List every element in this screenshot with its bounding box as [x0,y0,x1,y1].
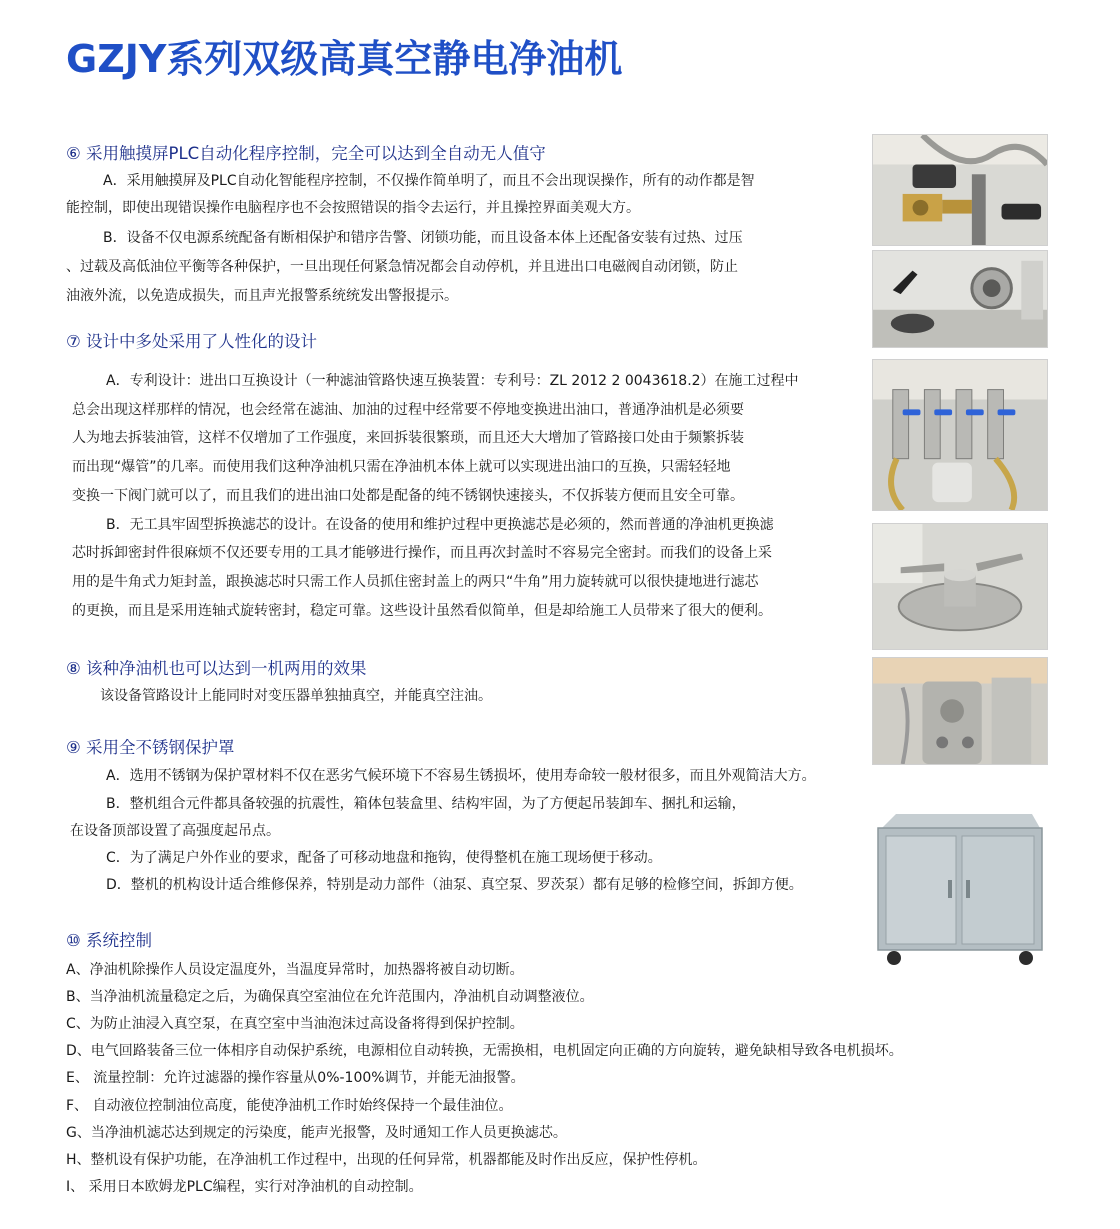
inlet-outlet-valves-photo [872,359,1048,511]
section-8-heading: ⑧ 该种净油机也可以达到一机两用的效果 [66,659,367,678]
page-title: GZJY系列双级高真空静电净油机 [66,37,623,81]
vacuum-chamber-photo [872,657,1048,765]
section-7-line: 的更换，而且是采用连轴式旋转密封，稳定可靠。这些设计虽然看似简单，但是却给施工人员带来了很大的便利。 [72,603,772,619]
section-10-line: B、当净油机流量稳定之后，为确保真空室油位在允许范围内，净油机自动调整液位。 [66,989,594,1005]
section-7-line: 人为地去拆装油管，这样不仅增加了工作强度，来回拆装很繁琐，而且还大大增加了管路接口处由于频繁拆装 [72,430,744,446]
section-6-line: B．设备不仅电源系统配备有断相保护和错序告警、闭锁功能，而且设备本体上还配备安装有过热、过压 [103,230,743,246]
section-7-line: 总会出现这样那样的情况，也会经常在滤油、加油的过程中经常要不停地变换进出油口，普通净油机是必须要 [72,402,744,418]
section-7-heading: ⑦ 设计中多处采用了人性化的设计 [66,332,318,351]
section-10-line: H、整机设有保护功能，在净油机工作过程中，出现的任何异常，机器都能及时作出反应，保护性停机。 [66,1152,707,1168]
section-7-line: 用的是牛角式力矩封盖，跟换滤芯时只需工作人员抓住密封盖上的两只“牛角”用力旋转就可以很快捷地进行滤芯 [72,574,759,590]
section-8-line: 该设备管路设计上能同时对变压器单独抽真空，并能真空注油。 [100,688,492,704]
section-10-line: F、 自动液位控制油位高度，能使净油机工作时始终保持一个最佳油位。 [66,1098,513,1114]
section-6-line: 能控制，即使出现错误操作电脑程序也不会按照错误的指令去运行，并且操控界面美观大方。 [66,200,640,216]
filter-cap-photo [872,523,1048,650]
section-10-line: A、净油机除操作人员设定温度外，当温度异常时，加热器将被自动切断。 [66,962,524,978]
section-6-line: A．采用触摸屏及PLC自动化智能程序控制，不仅操作简单明了，而且不会出现误操作，所有的动作都是智 [103,173,755,189]
section-9-line: B．整机组合元件都具备较强的抗震性，箱体包装盒里、结构牢固，为了方便起吊装卸车、捆扎和运输， [106,796,746,812]
section-10-line: C、为防止油浸入真空泵，在真空室中当油泡沫过高设备将得到保护控制。 [66,1016,524,1032]
section-9-line: 在设备顶部设置了高强度起吊点。 [70,823,280,839]
section-10-line: E、 流量控制：允许过滤器的操作容量从0%-100%调节，并能无油报警。 [66,1070,525,1086]
section-9-line: D．整机的机构设计适合维修保养，特别是动力部件（油泵、真空泵、罗茨泵）都有足够的检修空间，拆卸方便。 [106,877,803,893]
section-6-line: 、过载及高低油位平衡等各种保护，一旦出现任何紧急情况都会自动停机，并且进出口电磁阀自动闭锁，防止 [66,259,738,275]
section-10-line: D、电气回路装备三位一体相序自动保护系统，电源相位自动转换，无需换相，电机固定向正确的方向旋转，避免缺相导致各电机损坏。 [66,1043,903,1059]
stainless-cabinet-photo [872,810,1048,970]
section-9-heading: ⑨ 采用全不锈钢保护罩 [66,738,235,757]
section-7-line: 芯时拆卸密封件很麻烦不仅还要专用的工具才能够进行操作，而且再次封盖时不容易完全密封。而我们的设备上采 [72,545,772,561]
section-9-line: C．为了满足户外作业的要求，配备了可移动地盘和拖钩，使得整机在施工现场便于移动。 [106,850,662,866]
section-6-line: 油液外流，以免造成损失，而且声光报警系统统发出警报提示。 [66,288,458,304]
section-10-line: I、 采用日本欧姆龙PLC编程，实行对净油机的自动控制。 [66,1179,423,1195]
section-7-line: A．专利设计：进出口互换设计（一种滤油管路快速互换装置：专利号：ZL 2012 2 0043618.2）在施工过程中 [106,373,799,389]
filter-housing-photo [872,250,1048,348]
section-9-line: A．选用不锈钢为保护罩材料不仅在恶劣气候环境下不容易生锈损坏，使用寿命较一般材很多，而且外观简洁大方。 [106,768,816,784]
valve-closeup-photo [872,134,1048,246]
section-6-heading: ⑥ 采用触摸屏PLC自动化程序控制，完全可以达到全自动无人值守 [66,144,546,163]
section-10-line: G、当净油机滤芯达到规定的污染度，能声光报警，及时通知工作人员更换滤芯。 [66,1125,567,1141]
section-7-line: B．无工具牢固型拆换滤芯的设计。在设备的使用和维护过程中更换滤芯是必须的，然而普通的净油机更换滤 [106,517,774,533]
section-7-line: 而出现“爆管”的几率。而使用我们这种净油机只需在净油机本体上就可以实现进出油口的互换，只需轻轻地 [72,459,731,475]
section-10-heading: ⑩ 系统控制 [66,931,153,950]
section-7-line: 变换一下阀门就可以了，而且我们的进出油口处都是配备的纯不锈钢快速接头，不仅拆装方便而且安全可靠。 [72,488,744,504]
